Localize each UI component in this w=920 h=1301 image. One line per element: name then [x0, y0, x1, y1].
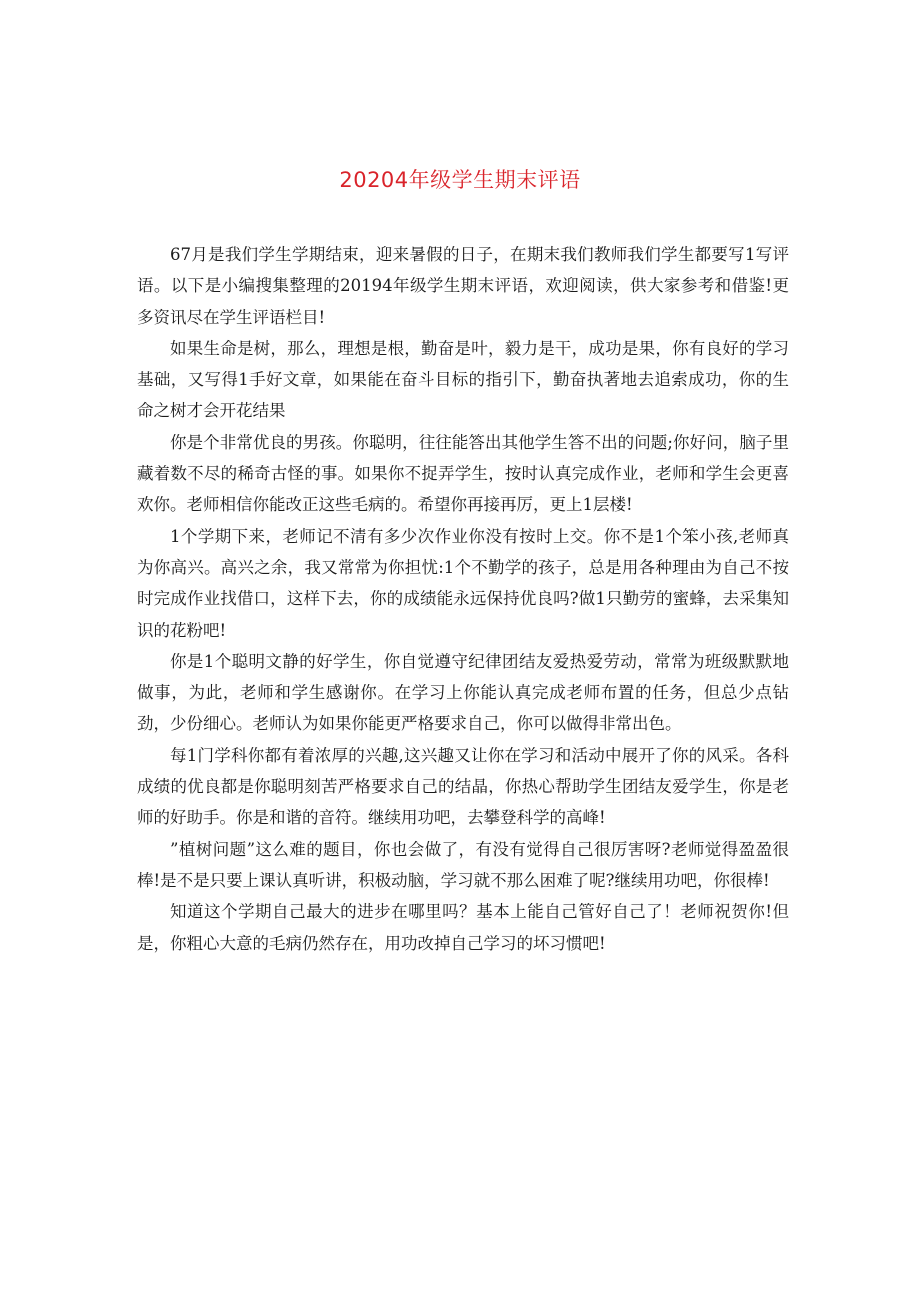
paragraph-intro: 67月是我们学生学期结束，迎来暑假的日子，在期末我们教师我们学生都要写1写评语。以下是小编搜集整理的20194年级学生期末评语，欢迎阅读，供大家参考和借鉴!更多资讯尽在学生评语栏目!: [137, 245, 789, 327]
document-body: [137, 239, 789, 959]
paragraph-comment-7: 知道这个学期自己最大的进步在哪里吗？基本上能自己管好自己了！老师祝贺你!但是，你粗心大意的毛病仍然存在，用功改掉自己学习的坏习惯吧!: [137, 902, 789, 953]
paragraph-comment-4: 你是1个聪明文静的好学生，你自觉遵守纪律团结友爱热爱劳动，常常为班级默默地做事，为此，老师和学生感谢你。在学习上你能认真完成老师布置的任务，但总少点钻劲，少份细心。老师认为如果你能更严格要求自己，你可以做得非常出色。: [137, 651, 789, 734]
paragraph-comment-3: 1个学期下来，老师记不清有多少次作业你没有按时上交。你不是1个笨小孩,老师真为你高兴。高兴之余，我又常常为你担忧:1个不勤学的孩子，总是用各种理由为自己不按时完成作业找借口，这样下去，你的成绩能永远保持优良吗?做1只勤劳的蜜蜂，去采集知识的花粉吧!: [137, 526, 789, 640]
paragraph-comment-6: ”植树问题”这么难的题目，你也会做了，有没有觉得自己很厉害呀?老师觉得盈盈很棒!是不是只要上课认真听讲，积极动脑，学习就不那么困难了呢?继续用功吧，你很棒!: [137, 839, 789, 890]
paragraph-comment-1: 如果生命是树，那么，理想是根，勤奋是叶，毅力是干，成功是果，你有良好的学习基础，又写得1手好文章，如果能在奋斗目标的指引下，勤奋执著地去追索成功，你的生命之树才会开花结果: [137, 338, 789, 421]
paragraph-comment-5: 每1门学科你都有着浓厚的兴趣,这兴趣又让你在学习和活动中展开了你的风采。各科成绩的优良都是你聪明刻苦严格要求自己的结晶，你热心帮助学生团结友爱学生，你是老师的好助手。你是和谐的音符。继续用功吧，去攀登科学的高峰!: [137, 745, 789, 828]
document-title: 20204年级学生期末评语: [339, 168, 581, 192]
paragraph-comment-2: 你是个非常优良的男孩。你聪明，往往能答出其他学生答不出的问题;你好问，脑子里藏着数不尽的稀奇古怪的事。如果你不捉弄学生，按时认真完成作业，老师和学生会更喜欢你。老师相信你能改正这些毛病的。希望你再接再厉，更上1层楼!: [137, 432, 789, 515]
